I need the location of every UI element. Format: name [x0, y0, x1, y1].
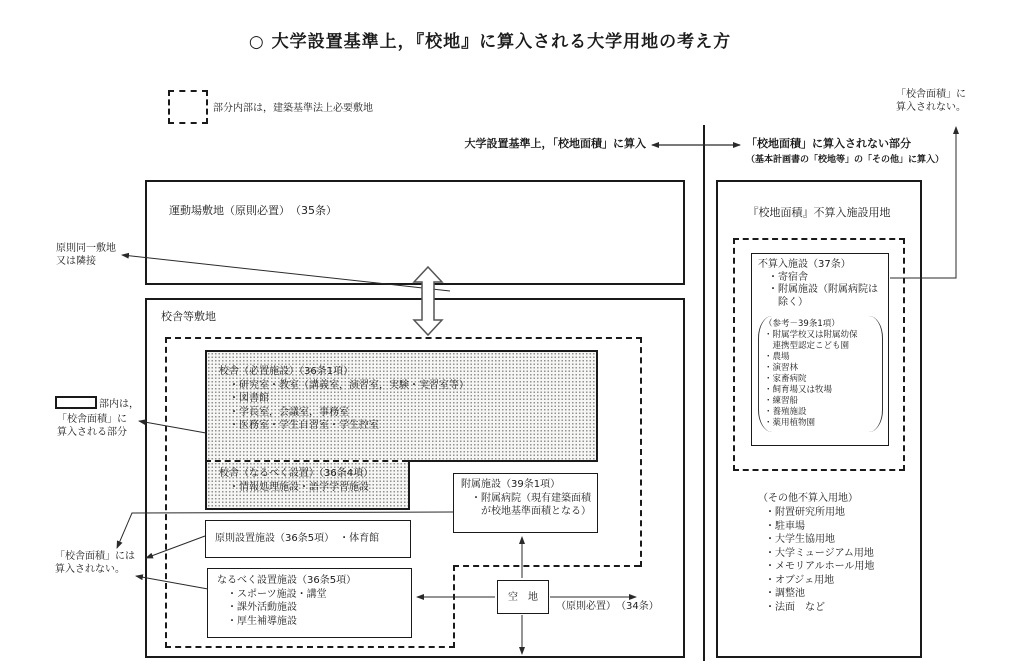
header-not-counted-line1: 「校地面積」に算入されない部分: [746, 137, 911, 150]
text-line: ・薬用植物園: [764, 418, 816, 428]
text-line: 不算入施設（37条）: [758, 259, 851, 270]
text-line: ・附属施設（附属病院は: [758, 284, 878, 295]
included-note-prefix: 部内は，: [99, 399, 139, 410]
preferred-facilities-box: [207, 568, 412, 638]
dashed-boundary-notch-h: [453, 565, 640, 567]
text-line: ・課外活動施設: [217, 602, 297, 613]
other-excluded-list: [765, 506, 874, 614]
text-line: ・農場: [764, 352, 790, 362]
text-line: ・寄宿舎: [758, 271, 808, 283]
text-line: ・附置研究所用地: [765, 507, 845, 518]
text-line: ・家畜病院: [764, 374, 807, 384]
text-line: （参考－39条1項）: [764, 319, 840, 329]
text-line: ・メモリアルホール用地: [765, 561, 875, 572]
principle-facilities-box: [205, 520, 411, 558]
legend-text: 部分内部は，建築基準法上必要敷地: [213, 103, 373, 114]
text-line: ・医務室・学生自習室・学生控室: [219, 420, 379, 431]
dashed-boundary-top: [165, 337, 642, 339]
text-line: ・図書館: [219, 393, 269, 404]
text-line: 除く）: [758, 296, 808, 308]
text-line: ・厚生補導施設: [217, 615, 297, 627]
column-divider-line: [703, 125, 705, 661]
text-line: ・養殖施設: [764, 407, 807, 417]
text-line: が校地基準面積となる）: [461, 506, 591, 517]
school-building-site-label: 校舎等敷地: [161, 310, 216, 323]
text-line: 附属施設（39条1項）: [461, 479, 561, 490]
building-required-text: [219, 365, 469, 433]
text-line: 「校舎面積」に: [896, 89, 966, 100]
included-note-text: [57, 413, 127, 439]
legend-dashed-swatch: [168, 90, 208, 124]
playground-site-label: 運動場敷地（原則必置） （35条）: [169, 204, 337, 217]
text-line: 「校舎面積」には: [55, 551, 135, 562]
header-counted-in-site-area: 大学設置基準上，「校地面積」に算入: [464, 137, 646, 150]
legend-solid-swatch: [55, 396, 97, 409]
text-line: ・駐車場: [765, 520, 805, 532]
principle-facilities-text: 原則設置施設（36条5項） ・体育館: [215, 533, 380, 544]
text-line: ・調整池: [765, 588, 805, 599]
attached-facilities-box: [453, 473, 598, 533]
text-line: ・オブジェ用地: [765, 574, 835, 586]
dashed-boundary-left: [165, 337, 167, 648]
text-line: ・附属学校又は附属幼保: [764, 330, 858, 340]
text-line: ・附属病院（現有建築面積: [461, 492, 591, 504]
text-line: 「校舎面積」に: [57, 414, 127, 425]
text-line: ・演習林: [764, 363, 799, 373]
same-site-or-adjacent-note: [56, 242, 116, 268]
text-line: ・研究室・教室（講義室，演習室，実験・実習室等）: [219, 379, 469, 391]
other-excluded-title: （その他不算入用地）: [758, 493, 858, 504]
text-line: ・大学生協用地: [765, 534, 835, 545]
text-line: なるべく設置施設（36条5項）: [217, 575, 357, 586]
text-line: ・学長室，会議室，事務室: [219, 406, 349, 418]
building-block-step-edge: [408, 460, 598, 462]
dashed-boundary-right: [640, 337, 642, 567]
header-not-counted-line2: （基本計画書の「校地等」の「その他」に算入）: [745, 155, 944, 165]
preferred-facilities-text: [217, 574, 356, 628]
not-included-note-text: [55, 550, 135, 576]
text-line: 校舎（なるべく設置）（36条4項）: [219, 468, 374, 479]
text-line: 原則同一敷地: [56, 243, 116, 254]
page-title: ○ 大学設置基準上，『校地』に算入される大学用地の考え方: [248, 32, 732, 52]
attached-facilities-text: [461, 478, 591, 519]
text-line: ・スポーツ施設・講堂: [217, 588, 327, 600]
text-line: 連携型認定こども園: [764, 341, 850, 351]
excluded-site-panel-title: 『校地面積』不算入施設用地: [747, 206, 891, 219]
text-line: ・情報処理施設・語学学習施設: [219, 481, 369, 493]
open-space-label: 空 地: [508, 592, 538, 603]
text-line: ・飼育場又は牧場: [764, 385, 833, 395]
text-line: 校舎（必置施設）（36条1項）: [219, 366, 354, 377]
open-space-box: [497, 580, 549, 614]
text-line: 算入される部分: [57, 427, 127, 438]
text-line: 又は隣接: [56, 256, 96, 267]
playground-site-box: [145, 180, 685, 285]
text-line: ・法面 など: [765, 601, 825, 613]
open-space-caption: （原則必置） （34条）: [556, 601, 659, 612]
building-preferred-block: [205, 462, 410, 510]
excluded-reference-group: [758, 316, 883, 432]
dashed-boundary-notch-v: [453, 565, 455, 648]
text-line: 算入されない。: [896, 102, 966, 113]
text-line: ・練習船: [764, 396, 799, 406]
text-line: ・大学ミュージアム用地: [765, 547, 874, 559]
text-line: 算入されない。: [55, 564, 125, 575]
excluded-facilities-box: [751, 253, 889, 446]
excluded-facilities-text: [758, 259, 878, 309]
not-in-building-area-note: [878, 88, 966, 114]
dashed-boundary-bottom: [165, 646, 455, 648]
building-required-block: [205, 350, 598, 460]
building-preferred-text: [219, 467, 373, 494]
